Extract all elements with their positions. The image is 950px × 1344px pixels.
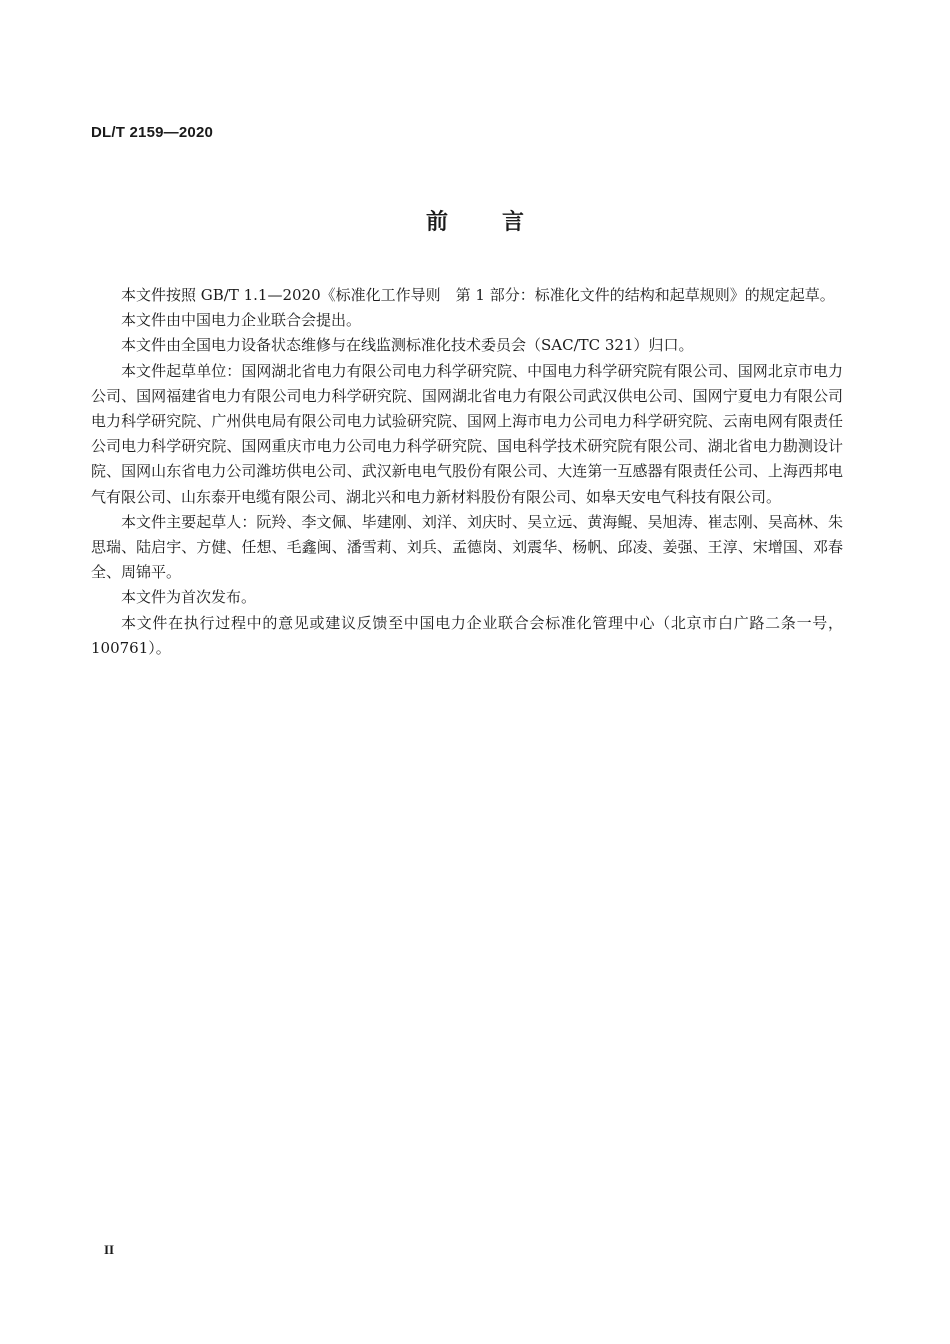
paragraph-drafters: 本文件主要起草人：阮羚、李文佩、毕建刚、刘洋、刘庆时、吴立远、黄海鲲、吴旭涛、崔志刚、吴高林、朱思瑞、陆启宇、方健、任想、毛鑫闽、潘雪莉、刘兵、孟德岗、刘震华、杨帆、邱凌、姜强、王淳、宋增国、邓春全、周锦平。: [91, 512, 843, 582]
page-title: [0, 205, 950, 236]
paragraph-drafting-rules: 本文件按照 GB/T 1.1—2020《标准化工作导则 第 1 部分：标准化文件的结构和起草规则》的规定起草。: [121, 286, 835, 304]
foreword-body: [91, 283, 843, 661]
paragraph-proposer: 本文件由中国电力企业联合会提出。: [121, 311, 362, 330]
paragraph-feedback: 本文件在执行过程中的意见或建议反馈至中国电力企业联合会标准化管理中心（北京市白广路二条一号，100761）。: [91, 613, 843, 657]
page-title-char-1: 前: [425, 210, 448, 235]
paragraph-first-release: 本文件为首次发布。: [121, 588, 257, 607]
standard-number: DL/T 2159—2020: [91, 124, 214, 141]
paragraph-technical-committee: 本文件由全国电力设备状态维修与在线监测标准化技术委员会（SAC/TC 321）归口。: [121, 336, 694, 355]
page-title-char-2: 言: [502, 210, 525, 235]
page-number: II: [104, 1242, 115, 1257]
paragraph-drafting-units: 本文件起草单位：国网湖北省电力有限公司电力科学研究院、中国电力科学研究院有限公司、国网北京市电力公司、国网福建省电力有限公司电力科学研究院、国网湖北省电力有限公司武汉供电公司、国网宁夏电力有限公司电力科学研究院、广州供电局有限公司电力试验研究院、国网上海市电力公司电力科学研究院、云南电网有限责任公司电力科学研究院、国网重庆市电力公司电力科学研究院、国电科学技术研究院有限公司、湖北省电力勘测设计院、国网山东省电力公司潍坊供电公司、武汉新电电气股份有限公司、大连第一互感器有限责任公司、上海西邦电气有限公司、山东泰开电缆有限公司、湖北兴和电力新材料股份有限公司、如皋天安电气科技有限公司。: [91, 361, 843, 506]
